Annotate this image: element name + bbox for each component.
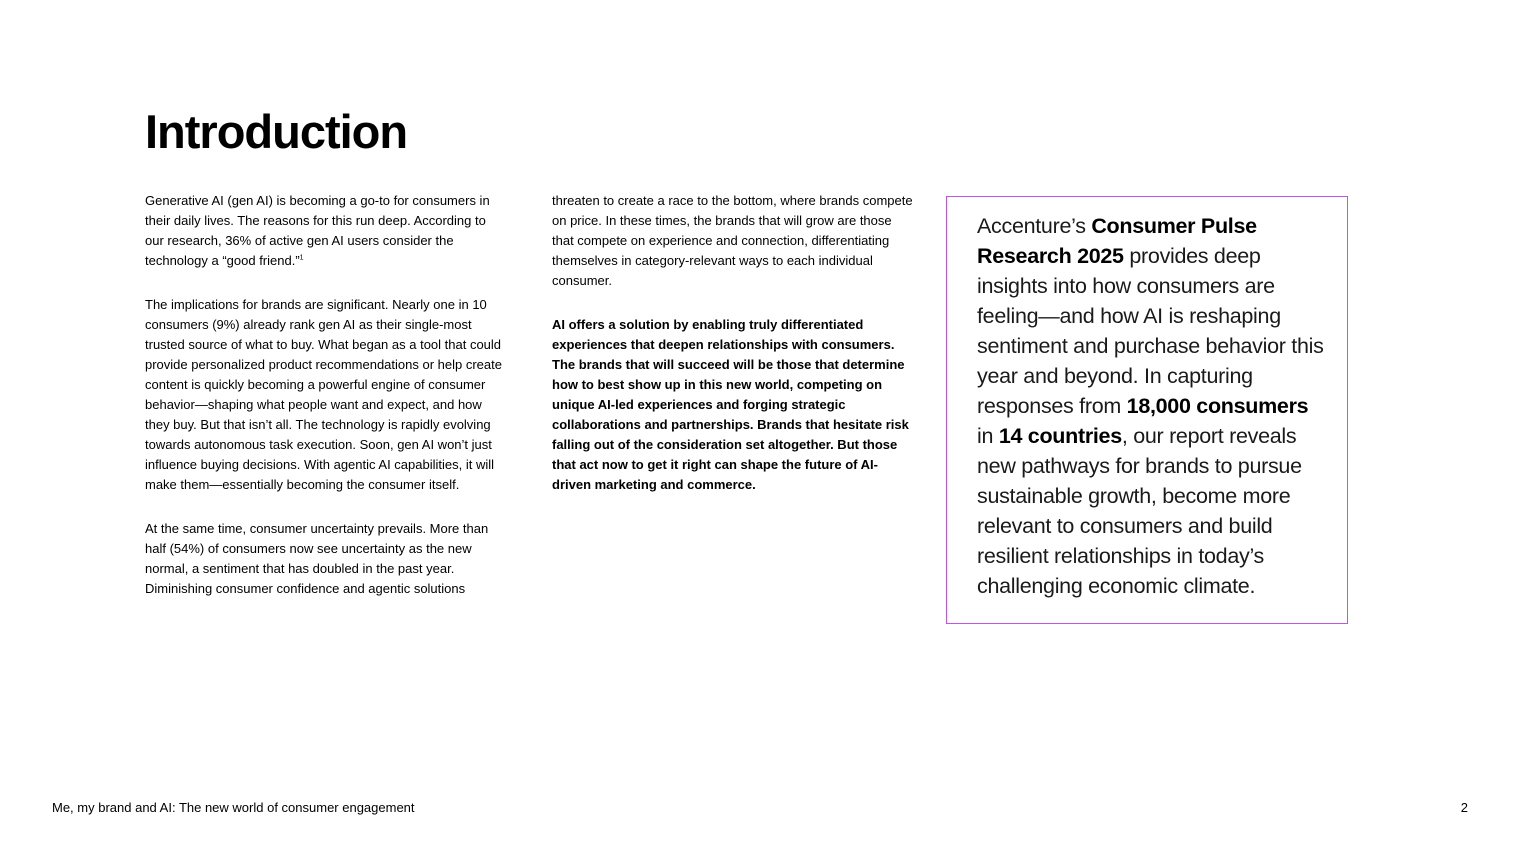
callout-text-4: , our report reveals new pathways for brands to pursue sustainable growth, become more relevant to consumers and build resilient relationships in today’s challenging economic climate. bbox=[977, 424, 1302, 598]
footer-document-title: Me, my brand and AI: The new world of consumer engagement bbox=[52, 800, 415, 815]
callout-text bbox=[977, 211, 1327, 601]
callout-highlight-research: Consumer Pulse Research 2025 bbox=[977, 214, 1257, 268]
callout-highlight-consumers: 18,000 consumers bbox=[1126, 394, 1309, 418]
footnote-marker[interactable]: 1 bbox=[299, 254, 304, 262]
callout-text-1: Accenture’s bbox=[977, 214, 1092, 238]
intro-paragraph-1 bbox=[145, 191, 507, 271]
intro-paragraph-2: The implications for brands are significant. Nearly one in 10 consumers (9%) already rank gen AI as their single-most trusted source of what to buy. What began as a tool that could provide personalized product recommendations or help create content is quickly becoming a powerful engine of consumer behavior—shaping what people want and expect, and how they buy. But that isn’t all. The technology is rapidly evolving towards autonomous task execution. Soon, gen AI won’t just influence buying decisions. With agentic AI capabilities, it will make them—essentially becoming the consumer itself. bbox=[145, 297, 502, 492]
page-title: Introduction bbox=[145, 105, 408, 158]
callout-text-2: provides deep insights into how consumers are feeling—and how AI is reshaping sentiment and purchase behavior this year and beyond. In capturing responses from bbox=[977, 244, 1324, 418]
intro-paragraph-5-bold: AI offers a solution by enabling truly differentiated experiences that deepen relationships with consumers. The brands that will succeed will be those that determine how to best show up in this new world, competing on unique AI-led experiences and forging strategic collaborations and partnerships. Brands that hesitate risk falling out of the consideration set altogether. But those that act now to get it right can shape the future of AI-driven marketing and commerce. bbox=[552, 317, 909, 492]
intro-paragraph-1-text: Generative AI (gen AI) is becoming a go-to for consumers in their daily lives. The reasons for this run deep. According to our research, 36% of active gen AI users consider the technology a “good friend.” bbox=[145, 193, 490, 268]
body-column-left bbox=[145, 191, 507, 623]
page-number: 2 bbox=[1460, 800, 1468, 815]
intro-paragraph-4: threaten to create a race to the bottom, where brands compete on price. In these times, the brands that will grow are those that compete on experience and connection, differentiating themselves in category-relevant ways to each individual consumer. bbox=[552, 193, 913, 288]
research-callout-box bbox=[946, 196, 1348, 624]
callout-highlight-countries: 14 countries bbox=[998, 424, 1122, 448]
callout-text-3: in bbox=[977, 424, 999, 448]
body-column-middle bbox=[552, 191, 914, 519]
intro-paragraph-3: At the same time, consumer uncertainty prevails. More than half (54%) of consumers now see uncertainty as the new normal, a sentiment that has doubled in the past year. Diminishing consumer confidence and agentic solutions bbox=[145, 521, 489, 596]
